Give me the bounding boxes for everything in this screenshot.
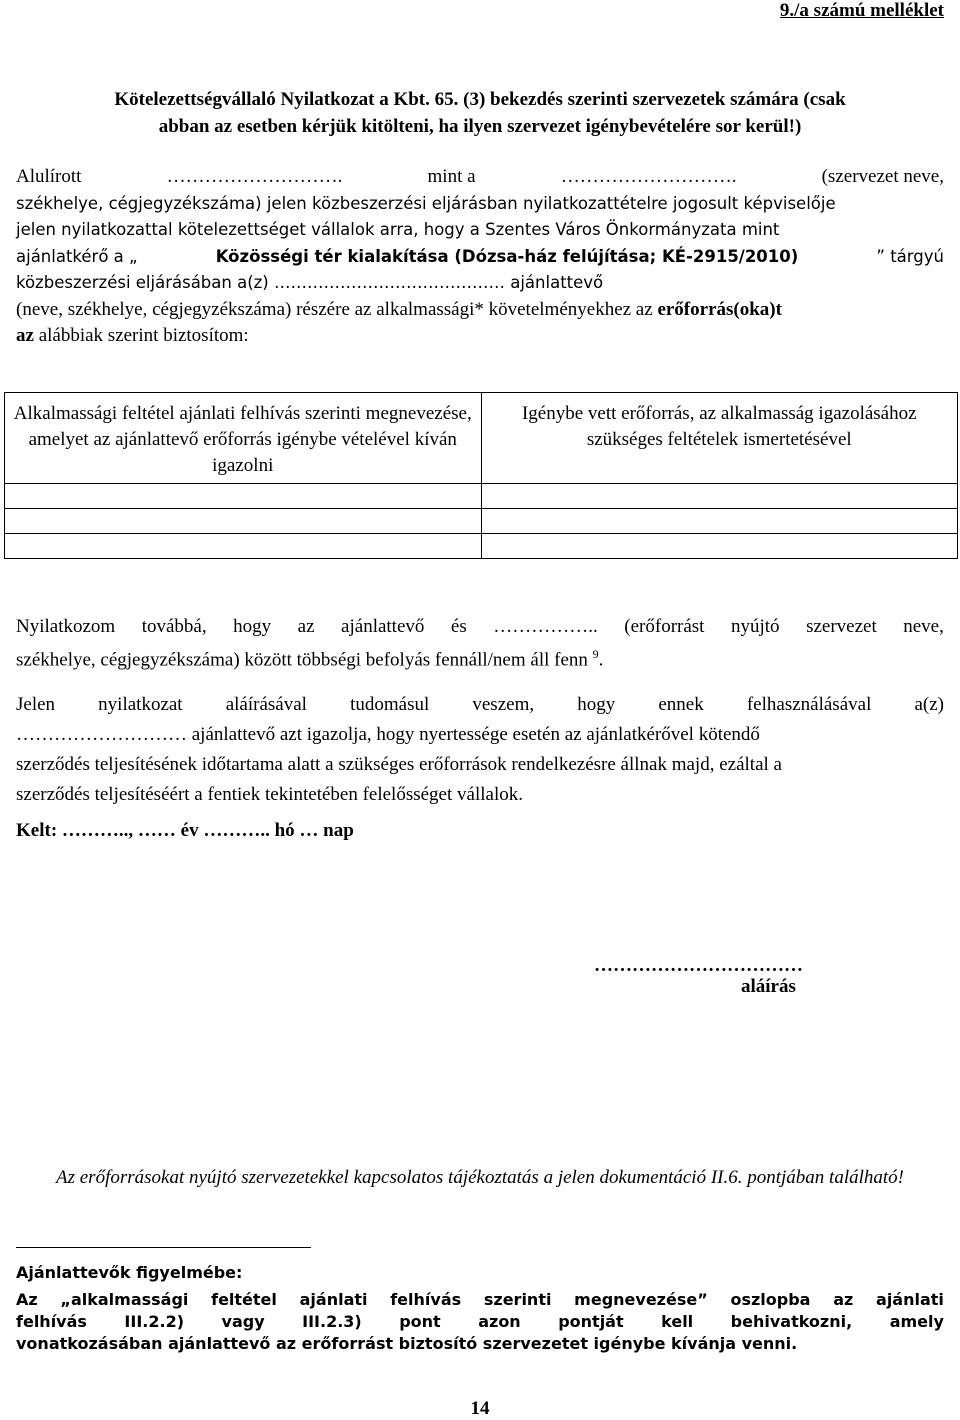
fn-word: az	[833, 1290, 854, 1309]
blank-organisation-placeholder: ……………………….	[560, 166, 737, 187]
fn-word: megnevezése”	[574, 1290, 708, 1309]
table-cell	[481, 509, 958, 534]
table-cell	[5, 484, 482, 509]
ack-word: hogy	[577, 694, 616, 715]
footnote-line-2	[16, 1311, 944, 1333]
ack-word: Jelen	[16, 694, 56, 715]
ack-word: felhasználásával	[746, 694, 872, 715]
footnote-line-1	[16, 1289, 944, 1311]
declaration-word: és	[450, 616, 467, 637]
table-cell	[5, 509, 482, 534]
intro-line-7	[16, 323, 944, 350]
table-cell	[481, 484, 958, 509]
intro-word: (szervezet neve,	[821, 166, 944, 187]
acknowledgement-paragraph	[16, 690, 944, 810]
column-header-condition: Alkalmassági feltétel ajánlati felhívás szerinti megnevezése, amelyet az ajánlattevő erőforrás igénybe vételével kíván igazolni	[5, 393, 482, 484]
signature-label: aláírás	[741, 976, 796, 997]
declaration-word: az	[297, 616, 315, 637]
intro-line-6-pre: (neve, székhelye, cégjegyzékszáma) részére az alkalmassági* követelményekhez az	[16, 298, 658, 320]
intro-word: mint a	[427, 166, 476, 187]
footnote-text	[16, 1289, 944, 1355]
info-note: Az erőforrásokat nyújtó szervezetekkel kapcsolatos tájékoztatás a jelen dokumentáció II.6. pontjában található!	[56, 1167, 904, 1188]
ack-word: aláírásával	[225, 694, 307, 715]
table-row	[5, 509, 958, 534]
fn-word: feltétel	[211, 1290, 277, 1309]
declaration-word: továbbá,	[141, 616, 207, 637]
title-line-2: abban az esetben kérjük kitölteni, ha ilyen szervezet igénybevételére sor kerül!)	[158, 116, 802, 137]
table-row	[5, 484, 958, 509]
fn-word: vagy	[221, 1312, 265, 1331]
ack-word: a(z)	[914, 694, 944, 715]
ack-word: tudomásul	[350, 694, 430, 715]
fn-word: III.2.3)	[302, 1312, 362, 1331]
acknowledgement-line-2: ……………………… ajánlattevő azt igazolja, hogy nyertessége esetén az ajánlatkérővel kötendő	[16, 724, 760, 745]
footnote-heading: Ajánlattevők figyelmébe:	[16, 1263, 243, 1282]
intro-word: Alulírott	[16, 166, 82, 187]
table-cell	[481, 534, 958, 559]
declaration-word: nyújtó	[730, 616, 780, 637]
intro-line-4-post: ” tárgyú	[876, 246, 944, 266]
declaration-line-1	[16, 614, 944, 641]
acknowledgement-line-1	[16, 690, 944, 720]
fn-word: „alkalmassági	[60, 1290, 189, 1309]
column-header-resource: Igénybe vett erőforrás, az alkalmasság igazolásához szükséges feltételek ismertetésével	[481, 393, 958, 484]
resources-emphasis: erőforrás(oka)t	[657, 298, 782, 320]
resources-table	[4, 392, 958, 559]
page-number: 14	[470, 1398, 490, 1419]
blank-placeholder: ……………..	[493, 616, 598, 637]
fn-word: felhívás	[390, 1290, 462, 1309]
declaration-word: ajánlattevő	[341, 616, 425, 637]
declaration-line-2-end: .	[598, 648, 604, 670]
fn-word: pontját	[558, 1312, 624, 1331]
project-title: Közösségi tér kialakítása (Dózsa-ház felújítása; KÉ-2915/2010)	[215, 246, 799, 266]
declaration-word: hogy	[233, 616, 272, 637]
date-line: Kelt: ……….., …… év ……….. hó … nap	[16, 820, 354, 841]
signature-line: ……………………………	[594, 955, 803, 976]
fn-word: behivatkozni,	[730, 1312, 853, 1331]
declaration-word: szervezet	[806, 616, 877, 637]
declaration-word: (erőforrást	[624, 616, 705, 637]
fn-word: oszlopba	[730, 1290, 811, 1309]
annex-label: 9./a számú melléklet	[779, 0, 944, 21]
blank-name-placeholder: ……………………….	[166, 166, 343, 187]
intro-paragraph	[16, 164, 944, 350]
footnote-line-3: vonatkozásában ajánlattevő az erőforrást biztosító szervezetet igénybe kívánja venni.	[16, 1334, 798, 1353]
fn-word: szerinti	[483, 1290, 552, 1309]
declaration-word: Nyilatkozom	[16, 616, 116, 637]
fn-word: III.2.2)	[124, 1312, 185, 1331]
fn-word: ajánlati	[299, 1290, 368, 1309]
ack-word: nyilatkozat	[98, 694, 183, 715]
intro-line-7-bold: az	[16, 325, 34, 346]
fn-word: kell	[661, 1312, 694, 1331]
intro-line-3: jelen nyilatkozattal kötelezettséget vállalok arra, hogy a Szentes Város Önkormányzata mint	[16, 220, 780, 239]
footnote-reference: 9	[592, 646, 599, 661]
fn-word: ajánlati	[876, 1290, 944, 1309]
declaration-word: neve,	[903, 616, 944, 637]
intro-line-5: közbeszerzési eljárásában a(z) …………………………………… ajánlattevő	[16, 273, 604, 292]
acknowledgement-line-4: szerződés teljesítéséért a fentiek tekintetében felelősséget vállalok.	[16, 784, 523, 805]
intro-line-4	[16, 244, 944, 271]
fn-word: azon	[478, 1312, 521, 1331]
fn-word: pont	[399, 1312, 441, 1331]
declaration-paragraph	[16, 614, 944, 673]
ack-word: ennek	[658, 694, 704, 715]
fn-word: felhívás	[16, 1312, 87, 1331]
title-line-1: Kötelezettségvállaló Nyilatkozat a Kbt. 65. (3) bekezdés szerinti szervezetek számára (csak	[114, 89, 846, 110]
declaration-line-2-text: székhelye, cégjegyzékszáma) között többségi befolyás fennáll/nem áll fenn	[16, 648, 588, 670]
table-row	[5, 534, 958, 559]
intro-line-2: székhelye, cégjegyzékszáma) jelen közbeszerzési eljárásban nyilatkozattételre jogosult képviselője	[16, 193, 836, 213]
intro-line-7-post: alábbiak szerint biztosítom:	[33, 325, 249, 346]
fn-word: amely	[889, 1312, 944, 1331]
intro-line-1	[16, 164, 944, 191]
intro-line-4-pre: ajánlatkérő a „	[16, 246, 138, 266]
document-title	[40, 86, 920, 140]
ack-word: veszem,	[472, 694, 535, 715]
footnote-separator	[16, 1247, 311, 1248]
acknowledgement-line-3: szerződés teljesítésének időtartama alatt a szükséges erőforrások rendelkezésre állnak majd, ezáltal a	[16, 754, 782, 775]
table-cell	[5, 534, 482, 559]
declaration-line-2	[16, 641, 944, 674]
table-header-row	[5, 393, 958, 484]
intro-line-6	[16, 297, 944, 324]
fn-word: Az	[16, 1290, 38, 1309]
